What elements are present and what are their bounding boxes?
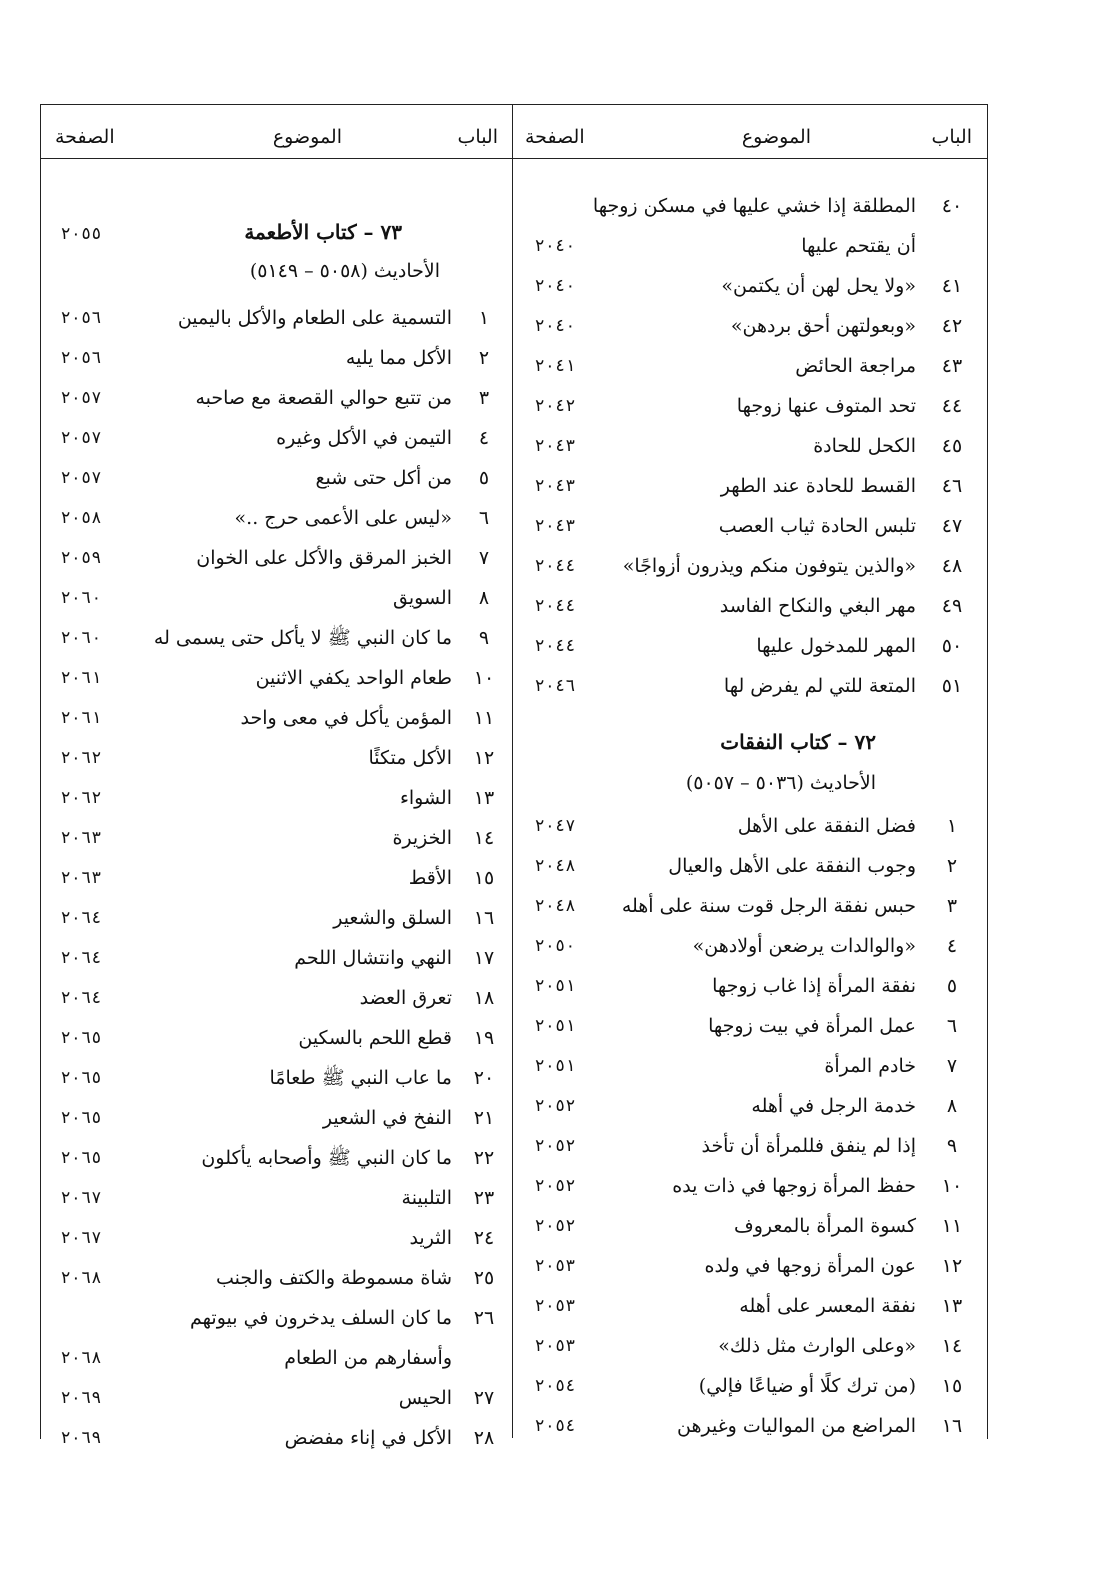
chapter-number: ٦ (478, 507, 490, 529)
index-row (41, 1340, 512, 1376)
page-number: ٢٠٦١ (60, 708, 102, 728)
chapter-topic: حفظ المرأة زوجها في ذات يده (672, 1175, 916, 1197)
chapter-number: ١ (946, 815, 958, 837)
chapter-topic: شاة مسموطة والكتف والجنب (215, 1267, 452, 1289)
page-number: ٢٠٦٧ (60, 1188, 102, 1208)
index-row (513, 1408, 986, 1444)
page-number: ٢٠٦١ (60, 668, 102, 688)
chapter-topic: «وبعولتهن أحق بردهن» (730, 315, 916, 337)
chapter-number: ١٩ (473, 1027, 495, 1049)
page-number: ٢٠٦٠ (60, 588, 102, 608)
header-bab: الباب (457, 126, 498, 148)
index-row (513, 1088, 986, 1124)
index-row (41, 900, 512, 936)
chapter-topic: نفقة المعسر على أهله (739, 1295, 916, 1317)
page-number: ٢٠٤٣ (534, 436, 576, 456)
chapter-number: ٧ (946, 1055, 958, 1077)
index-row (41, 620, 512, 656)
page-number: ٢٠٥٧ (60, 428, 102, 448)
chapter-topic: الحيس (398, 1387, 452, 1409)
page-number: ٢٠٥١ (534, 1056, 576, 1076)
chapter-topic: «ولا يحل لهن أن يكتمن» (721, 275, 916, 297)
index-row (41, 820, 512, 856)
chapter-number: ٢٢ (473, 1147, 495, 1169)
header-bab: الباب (931, 126, 972, 148)
chapter-topic: ما كان النبي ﷺ وأصحابه يأكلون (201, 1147, 452, 1169)
chapter-number: ٢ (478, 347, 490, 369)
chapter-number: ١ (478, 307, 490, 329)
index-column-right (513, 104, 986, 1438)
chapter-topic: المؤمن يأكل في معى واحد (240, 707, 452, 729)
page-number: ٢٠٦٧ (60, 1228, 102, 1248)
chapter-topic: المتعة للتي لم يفرض لها (723, 675, 916, 697)
chapter-number: ١٤ (473, 827, 495, 849)
index-row (513, 888, 986, 924)
chapter-topic: أن يقتحم عليها (801, 235, 916, 257)
chapter-topic: المهر للمدخول عليها (756, 635, 916, 657)
index-row (513, 268, 986, 304)
page-number: ٢٠٤٣ (534, 516, 576, 536)
chapter-number: ٤٧ (941, 515, 963, 537)
page-number: ٢٠٥٢ (534, 1136, 576, 1156)
header-page: الصفحة (525, 126, 585, 148)
page-number: ٢٠٤٣ (534, 476, 576, 496)
index-row (513, 668, 986, 704)
chapter-topic: مهر البغي والنكاح الفاسد (719, 595, 916, 617)
chapter-topic: المراضع من المواليات وغيرهن (677, 1415, 916, 1437)
chapter-number: ٥ (478, 467, 490, 489)
chapter-number: ٢٣ (473, 1187, 495, 1209)
page-number: ٢٠٤٠ (534, 276, 576, 296)
index-row (513, 1368, 986, 1404)
chapter-topic: التلبينة (401, 1187, 452, 1209)
page-number: ٢٠٥٦ (60, 348, 102, 368)
chapter-topic: الشواء (399, 787, 452, 809)
index-row (41, 380, 512, 416)
page-number: ٢٠٤٢ (534, 396, 576, 416)
page-number: ٢٠٦٥ (60, 1028, 102, 1048)
page-number: ٢٠٥٤ (534, 1376, 576, 1396)
chapter-number: ٨ (478, 587, 490, 609)
chapter-topic: الخبز المرقق والأكل على الخوان (196, 547, 452, 569)
index-row (41, 340, 512, 376)
chapter-topic: من تتبع حوالي القصعة مع صاحبه (195, 387, 452, 409)
page-number: ٢٠٦٩ (60, 1428, 102, 1448)
index-row (41, 780, 512, 816)
page-number: ٢٠٦٢ (60, 748, 102, 768)
index-row (513, 1208, 986, 1244)
chapter-number: ٢٨ (473, 1427, 495, 1449)
chapter-topic: تحد المتوف عنها زوجها (736, 395, 916, 417)
page-number: ٢٠٦٢ (60, 788, 102, 808)
index-row (513, 1048, 986, 1084)
page-number: ٢٠٦٤ (60, 988, 102, 1008)
index-row (41, 1180, 512, 1216)
index-row (513, 428, 986, 464)
chapter-topic: التيمن في الأكل وغيره (276, 427, 452, 449)
index-row (513, 1168, 986, 1204)
chapter-number: ١٠ (941, 1175, 963, 1197)
chapter-number: ١٥ (941, 1375, 963, 1397)
chapter-number: ٧ (478, 547, 490, 569)
index-row (513, 188, 986, 224)
index-row (41, 980, 512, 1016)
book-page-number: ٢٠٥٥ (60, 224, 102, 244)
chapter-topic: ما كان النبي ﷺ لا يأكل حتى يسمى له (153, 627, 452, 649)
page-number: ٢٠٥٦ (60, 308, 102, 328)
chapter-topic: نفقة المرأة إذا غاب زوجها (712, 975, 916, 997)
page-number: ٢٠٤٤ (534, 556, 576, 576)
chapter-number: ٥ (946, 975, 958, 997)
chapter-topic: الأكل في إناء مفضض (284, 1427, 452, 1449)
index-row (513, 228, 986, 264)
chapter-number: ٢١ (473, 1107, 495, 1129)
page-number: ٢٠٥٢ (534, 1216, 576, 1236)
chapter-number: ٤٣ (941, 355, 963, 377)
index-row (513, 1288, 986, 1324)
chapter-number: ٤٥ (941, 435, 963, 457)
chapter-topic: ما كان السلف يدخرون في بيوتهم (190, 1307, 452, 1329)
page-number: ٢٠٤١ (534, 356, 576, 376)
chapter-topic: فضل النفقة على الأهل (737, 815, 916, 837)
page-number: ٢٠٦٨ (60, 1268, 102, 1288)
index-row (513, 548, 986, 584)
page-number: ٢٠٤٤ (534, 596, 576, 616)
page-number: ٢٠٥٨ (60, 508, 102, 528)
chapter-number: ١٢ (941, 1255, 963, 1277)
index-row (41, 460, 512, 496)
index-row (513, 508, 986, 544)
chapter-topic: إذا لم ينفق فللمرأة أن تأخذ (701, 1135, 916, 1157)
book-subtitle: الأحاديث (٥٠٣٦ – ٥٠٥٧) (685, 772, 876, 794)
index-row (41, 1300, 512, 1336)
index-row (513, 1248, 986, 1284)
chapter-topic: مراجعة الحائض (795, 355, 916, 377)
index-row (513, 808, 986, 844)
index-row (513, 848, 986, 884)
chapter-number: ٢٥ (473, 1267, 495, 1289)
chapter-number: ٤ (946, 935, 958, 957)
header-topic: الموضوع (741, 126, 811, 148)
chapter-number: ١٢ (473, 747, 495, 769)
chapter-topic: السلق والشعير (333, 907, 452, 929)
chapter-topic: النهي وانتشال اللحم (294, 947, 452, 969)
page-number: ٢٠٥٧ (60, 388, 102, 408)
chapter-topic: وجوب النفقة على الأهل والعيال (668, 855, 916, 877)
page-number: ٢٠٦٥ (60, 1108, 102, 1128)
book-title: ٧٢ – كتاب النفقات (720, 730, 876, 754)
page-number: ٢٠٦٥ (60, 1068, 102, 1088)
chapter-number: ٤٩ (941, 595, 963, 617)
chapter-topic: القسط للحادة عند الطهر (720, 475, 916, 497)
chapter-topic: الكحل للحادة (813, 435, 916, 457)
chapter-number: ٣ (478, 387, 490, 409)
chapter-topic: كسوة المرأة بالمعروف (734, 1215, 916, 1237)
chapter-number: ٨ (946, 1095, 958, 1117)
page-number: ٢٠٦٣ (60, 828, 102, 848)
chapter-topic: تعرق العضد (359, 987, 452, 1009)
chapter-number: ١٤ (941, 1335, 963, 1357)
page-number: ٢٠٤٤ (534, 636, 576, 656)
chapter-topic: وأسفارهم من الطعام (284, 1347, 452, 1369)
index-row (41, 1420, 512, 1456)
page-number: ٢٠٤٨ (534, 896, 576, 916)
chapter-topic: من أكل حتى شبع (315, 467, 452, 489)
chapter-number: ٥٠ (941, 635, 963, 657)
chapter-topic: الخزيرة (392, 827, 452, 849)
page-number: ٢٠٦٥ (60, 1148, 102, 1168)
page-number: ٢٠٦٤ (60, 908, 102, 928)
page-number: ٢٠٤٨ (534, 856, 576, 876)
chapter-topic: الأكل مما يليه (345, 347, 452, 369)
page-number: ٢٠٤٠ (534, 316, 576, 336)
chapter-number: ٩ (478, 627, 490, 649)
chapter-number: ٢٠ (473, 1067, 495, 1089)
page-number: ٢٠٦٨ (60, 1348, 102, 1368)
chapter-number: ٤٦ (941, 475, 963, 497)
chapter-topic: «والوالدات يرضعن أولادهن» (692, 935, 916, 957)
chapter-number: ١٣ (941, 1295, 963, 1317)
page-number: ٢٠٥٤ (534, 1416, 576, 1436)
index-row (41, 1060, 512, 1096)
chapter-number: ٢٧ (473, 1387, 495, 1409)
chapter-topic: عون المرأة زوجها في ولده (704, 1255, 916, 1277)
chapter-number: ٩ (946, 1135, 958, 1157)
index-row (41, 540, 512, 576)
chapter-topic: المطلقة إذا خشي عليها في مسكن زوجها (592, 195, 916, 217)
page-number: ٢٠٤٦ (534, 676, 576, 696)
chapter-topic: «والذين يتوفون منكم ويذرون أزواجًا» (622, 555, 916, 577)
chapter-topic: الأكل متكئًا (368, 747, 452, 769)
index-row (41, 300, 512, 336)
index-column-left (41, 104, 512, 1449)
chapter-topic: حبس نفقة الرجل قوت سنة على أهله (621, 895, 916, 917)
header-topic: الموضوع (272, 126, 342, 148)
page-number: ٢٠٥١ (534, 1016, 576, 1036)
page-number: ٢٠٦٠ (60, 628, 102, 648)
index-row (41, 1140, 512, 1176)
chapter-topic: قطع اللحم بالسكين (298, 1027, 452, 1049)
chapter-topic: الأقط (408, 867, 452, 889)
chapter-topic: خادم المرأة (824, 1055, 916, 1077)
index-row (513, 308, 986, 344)
index-row (41, 740, 512, 776)
index-row (41, 580, 512, 616)
chapter-topic: «ليس على الأعمى حرج ..» (234, 507, 452, 529)
chapter-number: ٥١ (941, 675, 963, 697)
page-number: ٢٠٥٠ (534, 936, 576, 956)
chapter-number: ١١ (473, 707, 495, 729)
chapter-number: ١٦ (473, 907, 495, 929)
page-number: ٢٠٥٣ (534, 1256, 576, 1276)
page-number: ٢٠٥٣ (534, 1296, 576, 1316)
index-row (41, 1220, 512, 1256)
page-number: ٢٠٦٩ (60, 1388, 102, 1408)
chapter-topic: التسمية على الطعام والأكل باليمين (177, 307, 452, 329)
page-number: ٢٠٥٢ (534, 1176, 576, 1196)
index-row (41, 700, 512, 736)
page-number: ٢٠٥٩ (60, 548, 102, 568)
chapter-number: ١٧ (473, 947, 495, 969)
index-row (41, 940, 512, 976)
chapter-number: ٤٨ (941, 555, 963, 577)
chapter-number: ٤٤ (941, 395, 963, 417)
chapter-number: ٢٤ (473, 1227, 495, 1249)
index-row (41, 500, 512, 536)
index-row (41, 1020, 512, 1056)
chapter-number: ٤٠ (941, 195, 963, 217)
chapter-number: ١٦ (941, 1415, 963, 1437)
page-number: ٢٠٥٣ (534, 1336, 576, 1356)
page-number: ٢٠٥٧ (60, 468, 102, 488)
index-row (41, 420, 512, 456)
index-row (513, 1008, 986, 1044)
page-number: ٢٠٦٣ (60, 868, 102, 888)
page-number: ٢٠٤٠ (534, 236, 576, 256)
index-row (41, 1100, 512, 1136)
index-row (41, 860, 512, 896)
book-subtitle: الأحاديث (٥٠٥٨ – ٥١٤٩) (249, 260, 440, 282)
chapter-number: ٣ (946, 895, 958, 917)
chapter-topic: النفخ في الشعير (322, 1107, 452, 1129)
chapter-topic: (من ترك كلًا أو ضياعًا فإلي) (698, 1375, 916, 1397)
index-row (513, 968, 986, 1004)
chapter-number: ٤١ (941, 275, 963, 297)
chapter-topic: تلبس الحادة ثياب العصب (718, 515, 916, 537)
book-title: ٧٣ – كتاب الأطعمة (244, 220, 402, 244)
chapter-topic: الثريد (409, 1227, 452, 1249)
chapter-topic: خدمة الرجل في أهله (751, 1095, 916, 1117)
page-number: ٢٠٥٢ (534, 1096, 576, 1116)
chapter-topic: «وعلى الوارث مثل ذلك» (718, 1335, 916, 1357)
index-row (41, 1260, 512, 1296)
index-row (513, 1128, 986, 1164)
chapter-number: ١١ (941, 1215, 963, 1237)
index-row (513, 628, 986, 664)
chapter-topic: عمل المرأة في بيت زوجها (708, 1015, 916, 1037)
chapter-topic: السويق (393, 587, 452, 609)
page-number: ٢٠٤٧ (534, 816, 576, 836)
chapter-number: ١٥ (473, 867, 495, 889)
chapter-number: ١٠ (473, 667, 495, 689)
page-number: ٢٠٥١ (534, 976, 576, 996)
header-page: الصفحة (55, 126, 115, 148)
chapter-number: ١٨ (473, 987, 495, 1009)
index-row (513, 588, 986, 624)
chapter-number: ٢٦ (473, 1307, 495, 1329)
index-row (513, 348, 986, 384)
index-row (41, 1380, 512, 1416)
chapter-number: ٤ (478, 427, 490, 449)
index-row (513, 468, 986, 504)
index-row (513, 388, 986, 424)
chapter-topic: ما عاب النبي ﷺ طعامًا (269, 1067, 452, 1089)
chapter-number: ١٣ (473, 787, 495, 809)
index-row (41, 660, 512, 696)
chapter-number: ٤٢ (941, 315, 963, 337)
page-number: ٢٠٦٤ (60, 948, 102, 968)
index-row (513, 1328, 986, 1364)
chapter-topic: طعام الواحد يكفي الاثنين (255, 667, 452, 689)
index-row (513, 928, 986, 964)
chapter-number: ٢ (946, 855, 958, 877)
chapter-number: ٦ (946, 1015, 958, 1037)
